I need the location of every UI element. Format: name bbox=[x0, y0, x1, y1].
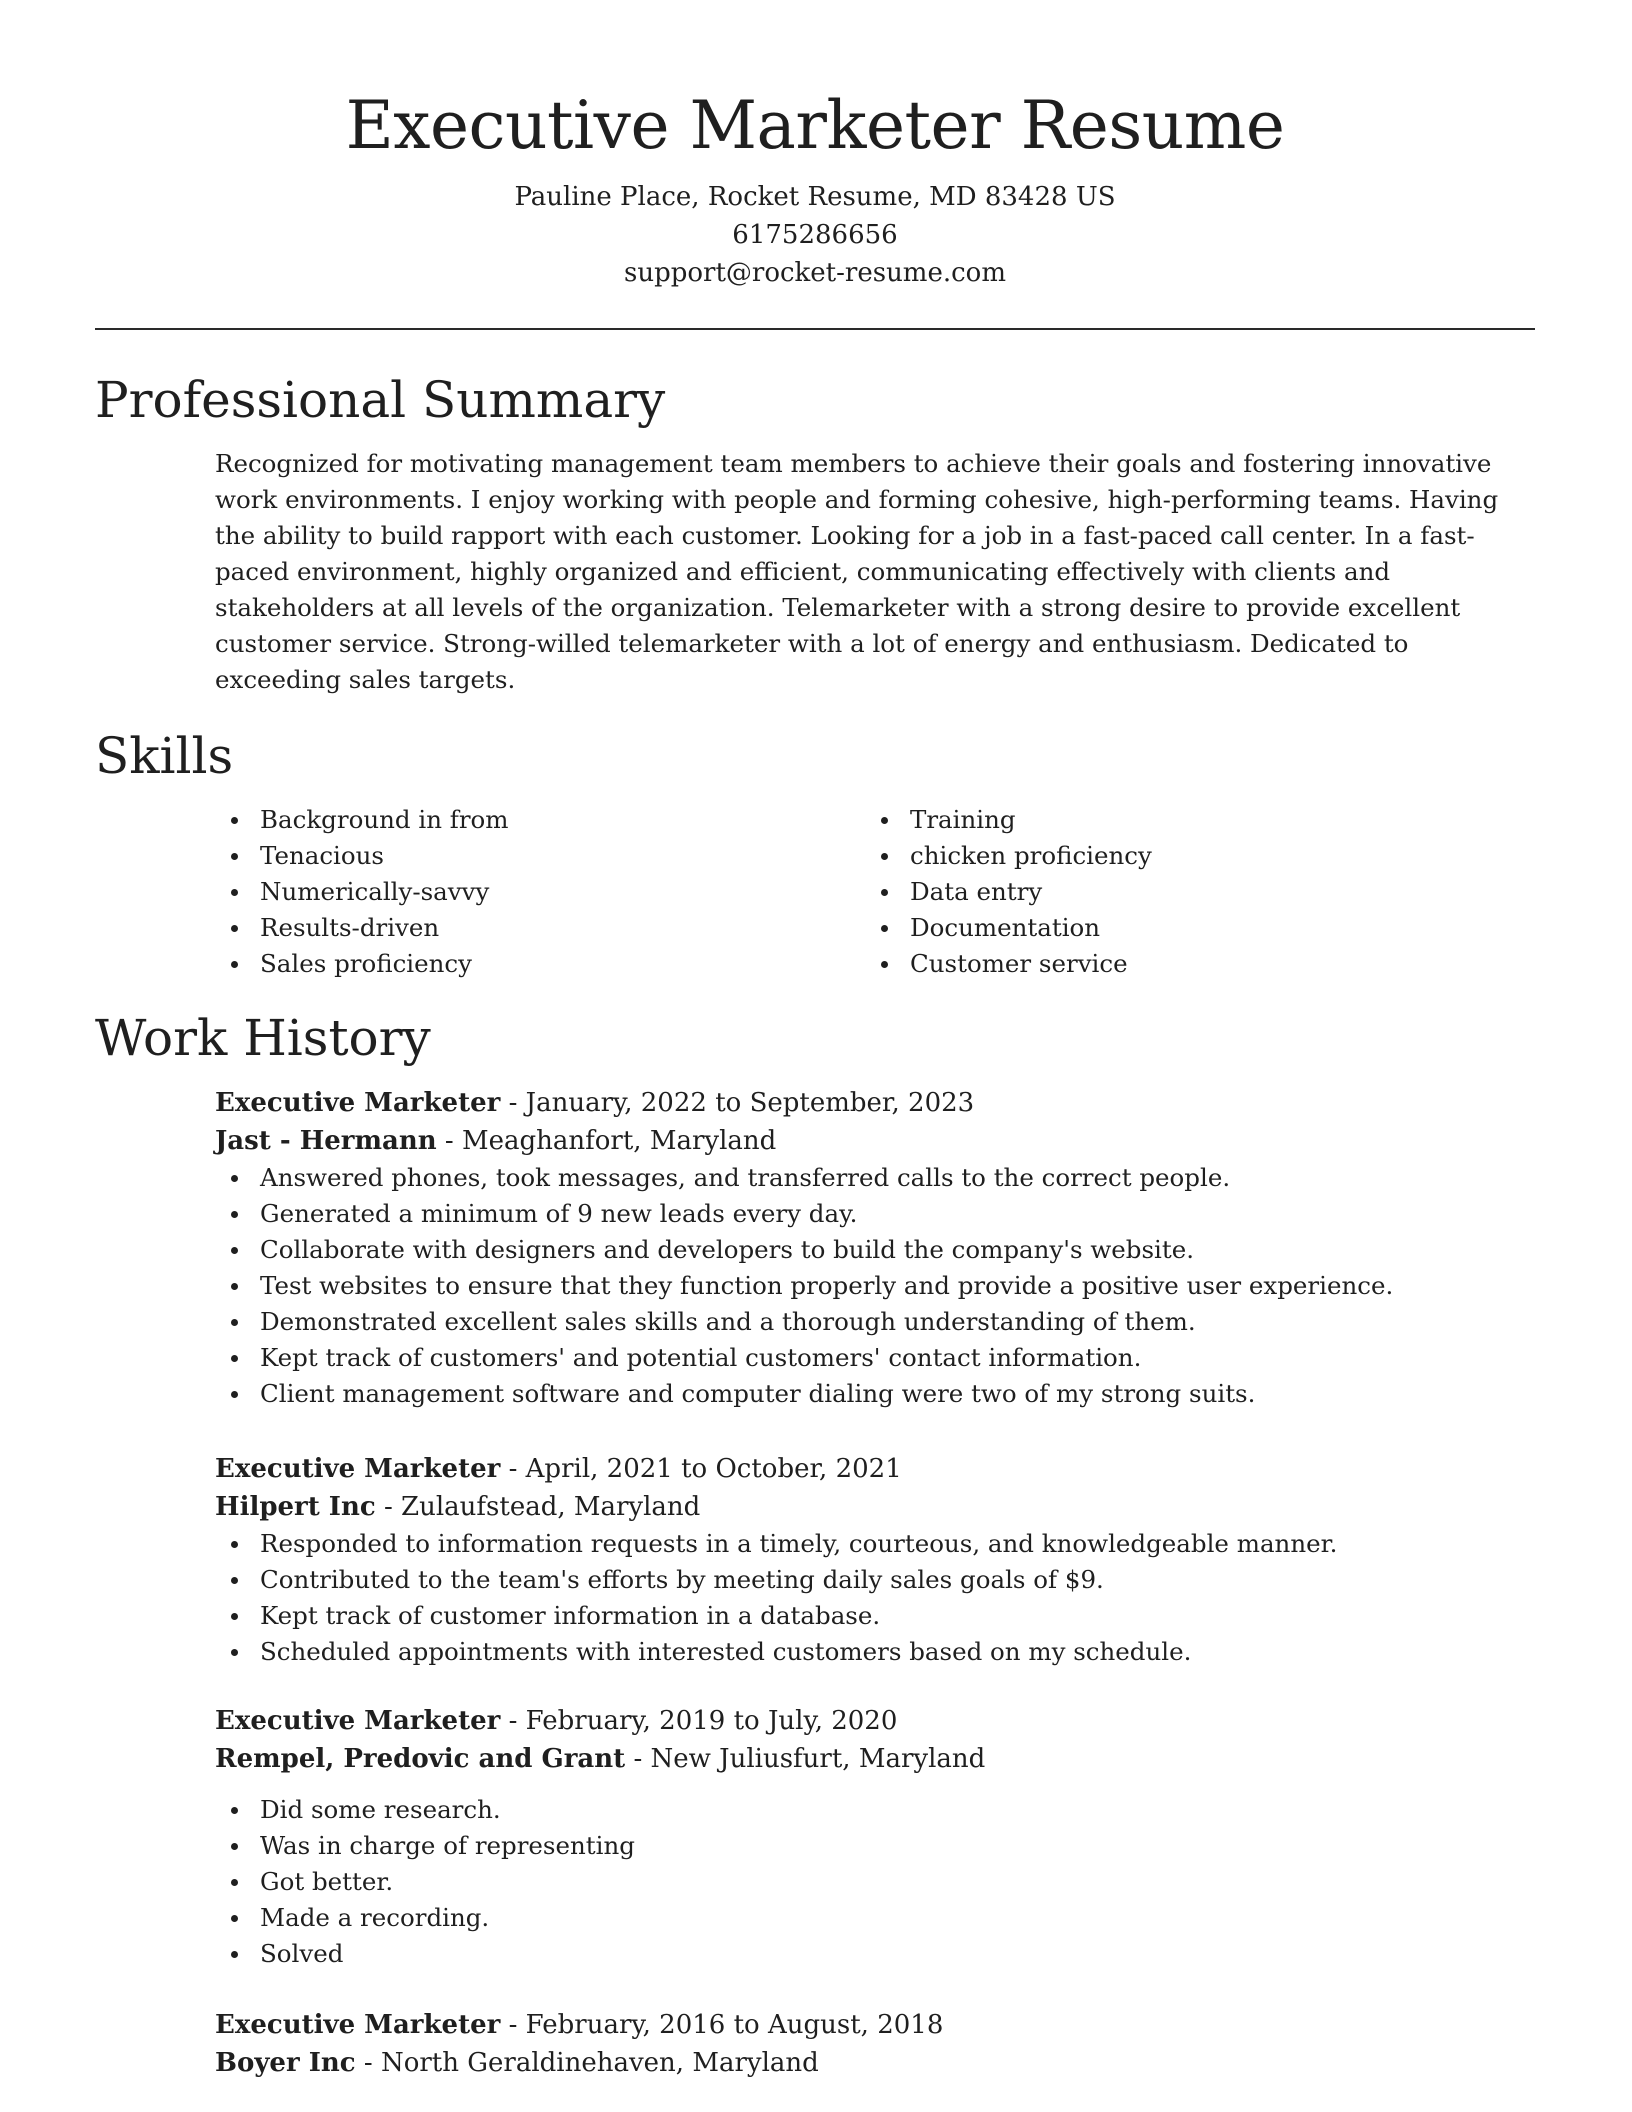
separator: - bbox=[500, 2010, 526, 2040]
skill-item: Customer service bbox=[910, 946, 1515, 982]
job-title: Executive Marketer bbox=[215, 1454, 501, 1484]
duty-item: Test websites to ensure that they function properly and provide a positive user experience. bbox=[260, 1268, 1535, 1304]
duty-item: Generated a minimum of 9 new leads every day. bbox=[260, 1196, 1535, 1232]
skills-list bbox=[215, 802, 1535, 982]
separator: - bbox=[625, 1744, 651, 1774]
duty-item: Was in charge of representing bbox=[260, 1828, 1535, 1864]
job-location: Zulaufstead, Maryland bbox=[401, 1492, 701, 1522]
duty-item: Kept track of customers' and potential customers' contact information. bbox=[260, 1340, 1535, 1376]
job-title-line bbox=[215, 1702, 1535, 1740]
duty-item: Client management software and computer dialing were two of my strong suits. bbox=[260, 1376, 1535, 1412]
job-entry bbox=[215, 1084, 1535, 1412]
summary-text: Recognized for motivating management team members to achieve their goals and fostering innovative work environments. I enjoy working with people and forming cohesive, high-performing teams. Having the ability to build rapport with each customer. Looking for a job in a fast-paced call center. In a fast-paced environment, highly organized and efficient, communicating effectively with clients and stakeholders at all levels of the organization. Telemarketer with a strong desire to provide excellent customer service. Strong-willed telemarketer with a lot of energy and enthusiasm. Dedicated to exceeding sales targets. bbox=[215, 449, 1499, 694]
job-dates: February, 2019 to July, 2020 bbox=[525, 1706, 898, 1736]
header-divider bbox=[95, 328, 1535, 330]
job-entry bbox=[215, 2006, 1535, 2082]
skill-item: Tenacious bbox=[260, 838, 865, 874]
skill-item: Results-driven bbox=[260, 910, 865, 946]
job-company: Boyer Inc bbox=[215, 2048, 356, 2078]
skill-item: chicken proficiency bbox=[910, 838, 1515, 874]
job-dates: January, 2022 to September, 2023 bbox=[525, 1088, 975, 1118]
contact-block bbox=[95, 178, 1535, 292]
skill-item: Data entry bbox=[910, 874, 1515, 910]
job-duties bbox=[215, 1792, 1535, 1972]
job-title: Executive Marketer bbox=[215, 1706, 501, 1736]
duty-item: Scheduled appointments with interested customers based on my schedule. bbox=[260, 1634, 1535, 1670]
job-company: Rempel, Predovic and Grant bbox=[215, 1744, 626, 1774]
separator: - bbox=[500, 1454, 526, 1484]
separator: - bbox=[500, 1706, 526, 1736]
duty-item: Kept track of customer information in a database. bbox=[260, 1598, 1535, 1634]
separator: - bbox=[355, 2048, 381, 2078]
job-company-line bbox=[215, 1122, 1535, 1160]
job-dates: April, 2021 to October, 2021 bbox=[525, 1454, 902, 1484]
summary-heading: Professional Summary bbox=[95, 371, 666, 429]
job-company-line bbox=[215, 1740, 1535, 1778]
job-entry bbox=[215, 1450, 1535, 1670]
job-company: Jast - Hermann bbox=[215, 1126, 437, 1156]
skills-column-left bbox=[215, 802, 865, 982]
job-title-line bbox=[215, 1084, 1535, 1122]
skill-item: Sales proficiency bbox=[260, 946, 865, 982]
separator: - bbox=[436, 1126, 462, 1156]
job-company-line bbox=[215, 2044, 1535, 2082]
job-location: New Juliusfurt, Maryland bbox=[650, 1744, 986, 1774]
job-dates: February, 2016 to August, 2018 bbox=[525, 2010, 944, 2040]
job-title: Executive Marketer bbox=[215, 1088, 501, 1118]
duty-item: Got better. bbox=[260, 1864, 1535, 1900]
resume-page bbox=[95, 0, 1535, 2082]
job-duties bbox=[215, 1160, 1535, 1412]
duty-item: Made a recording. bbox=[260, 1900, 1535, 1936]
job-location: North Geraldinehaven, Maryland bbox=[380, 2048, 819, 2078]
job-company-line bbox=[215, 1488, 1535, 1526]
contact-address: Pauline Place, Rocket Resume, MD 83428 US bbox=[514, 182, 1116, 212]
duty-item: Collaborate with designers and developers to build the company's website. bbox=[260, 1232, 1535, 1268]
contact-phone: 6175286656 bbox=[732, 220, 898, 250]
work-history-heading: Work History bbox=[95, 1009, 431, 1067]
duty-item: Responded to information requests in a timely, courteous, and knowledgeable manner. bbox=[260, 1526, 1535, 1562]
skills-column-right bbox=[865, 802, 1515, 982]
skill-item: Numerically-savvy bbox=[260, 874, 865, 910]
job-company: Hilpert Inc bbox=[215, 1492, 376, 1522]
duty-item: Answered phones, took messages, and transferred calls to the correct people. bbox=[260, 1160, 1535, 1196]
duty-item: Solved bbox=[260, 1936, 1535, 1972]
job-title: Executive Marketer bbox=[215, 2010, 501, 2040]
job-title-line bbox=[215, 1450, 1535, 1488]
contact-email: support@rocket-resume.com bbox=[623, 258, 1006, 288]
job-title-line bbox=[215, 2006, 1535, 2044]
skill-item: Background in from bbox=[260, 802, 865, 838]
duty-item: Did some research. bbox=[260, 1792, 1535, 1828]
job-location: Meaghanfort, Maryland bbox=[462, 1126, 777, 1156]
separator: - bbox=[375, 1492, 402, 1522]
skill-item: Training bbox=[910, 802, 1515, 838]
job-entry bbox=[215, 1702, 1535, 1972]
duty-item: Contributed to the team's efforts by meeting daily sales goals of $9. bbox=[260, 1562, 1535, 1598]
resume-title: Executive Marketer Resume bbox=[345, 87, 1285, 164]
job-duties bbox=[215, 1526, 1535, 1670]
skills-heading: Skills bbox=[95, 727, 234, 785]
separator: - bbox=[500, 1088, 526, 1118]
duty-item: Demonstrated excellent sales skills and a thorough understanding of them. bbox=[260, 1304, 1535, 1340]
skill-item: Documentation bbox=[910, 910, 1515, 946]
